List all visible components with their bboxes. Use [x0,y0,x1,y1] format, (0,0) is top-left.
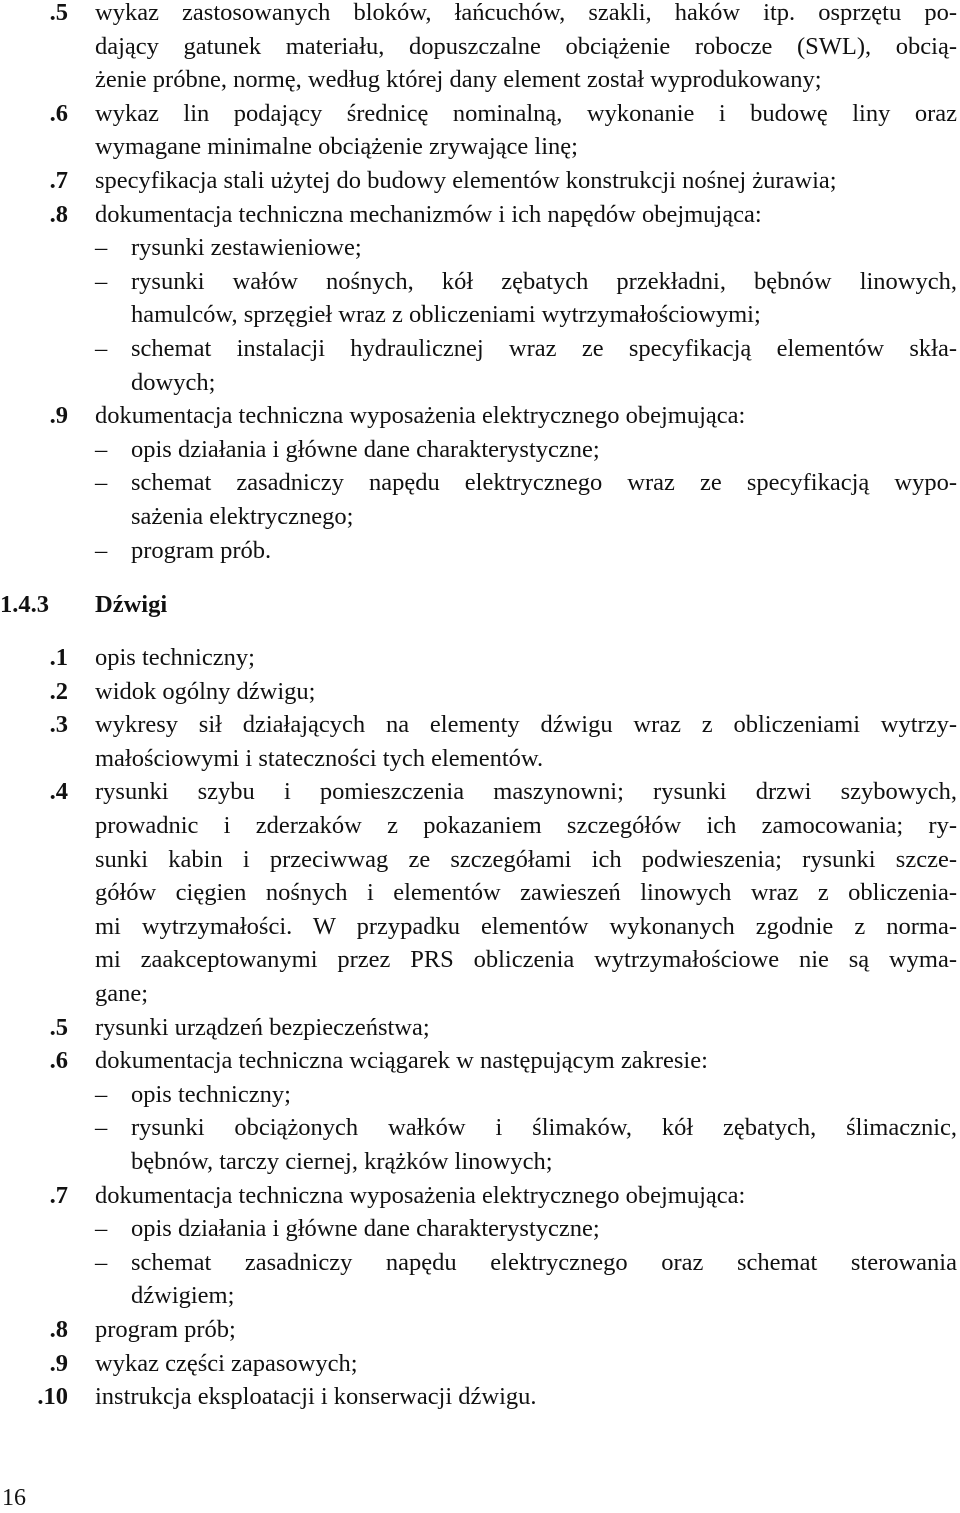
dash-item-line: bębnów, tarczy ciernej, krążków linowych; [131,1148,553,1175]
item-text-line: wykaz części zapasowych; [95,1349,358,1377]
dash-bullet: – [95,1114,108,1142]
dash-item-line: dowych; [131,368,216,396]
item-text-line: małościowymi i stateczności tych elementów. [95,744,544,772]
dash-bullet: – [95,536,108,564]
item-text-line: wykaz zastosowanych bloków, łańcuchów, szakli, haków itp. osprzętu po- [95,0,957,26]
item-number: .7 [49,1181,68,1209]
section-title: Dźwigi [95,591,168,618]
item-number: .8 [49,200,68,228]
item-text-line: dokumentacja techniczna mechanizmów i ich napędów obejmująca: [95,200,762,228]
item-text-line: instrukcja eksploatacji i konserwacji dźwigu. [95,1383,537,1411]
item-text-line: gane; [95,980,149,1007]
item-number: .4 [49,778,68,806]
dash-item-line: rysunki zestawieniowe; [131,234,362,262]
item-text-line: dokumentacja techniczna wyposażenia elektrycznego obejmująca: [95,402,746,430]
dash-item-line: hamulców, sprzęgieł wraz z obliczeniami wytrzymałościowymi; [131,301,761,329]
item-number: .10 [37,1383,68,1411]
item-text-line: opis techniczny; [95,644,255,671]
dash-item-line: schemat zasadniczy napędu elektrycznego oraz schemat sterowania [131,1248,957,1276]
item-text-line: mi zaakceptowanymi przez PRS obliczenia wytrzymałościowe nie są wyma- [95,946,957,974]
item-text-line: sunki kabin i przeciwwag ze szczegółami ich podwieszenia; rysunki szcze- [95,845,957,873]
item-number: .1 [49,644,68,671]
dash-item-line: schemat zasadniczy napędu elektrycznego wraz ze specyfikacją wypo- [131,469,957,497]
page-number: 16 [2,1485,26,1511]
item-text-line: żenie próbne, normę, według której dany element został wyprodukowany; [95,66,822,94]
item-number: .5 [49,0,68,26]
dash-bullet: – [95,1080,108,1108]
item-number: .9 [49,402,68,430]
dash-item-line: dźwigiem; [131,1282,235,1310]
item-number: .6 [49,1047,68,1075]
dash-item-line: opis techniczny; [131,1080,291,1108]
item-number: .7 [49,167,68,194]
dash-item-line: opis działania i główne dane charakterystyczne; [131,435,600,463]
dash-item-line: rysunki wałów nośnych, kół zębatych przekładni, bębnów linowych, [131,267,957,295]
item-text-line: rysunki szybu i pomieszczenia maszynowni; rysunki drzwi szybowych, [95,778,957,806]
item-text-line: program prób; [95,1316,236,1343]
item-text-line: wykaz lin podający średnicę nominalną, wykonanie i budowę liny oraz [95,99,957,127]
item-text-line: mi wytrzymałości. W przypadku elementów wykonanych zgodnie z norma- [95,912,957,940]
dash-bullet: – [95,469,108,497]
item-number: .6 [49,99,68,127]
item-number: .3 [49,711,68,739]
item-text-line: wykresy sił działających na elementy dźwigu wraz z obliczeniami wytrzy- [95,711,957,739]
item-text-line: dokumentacja techniczna wciągarek w następującym zakresie: [95,1047,708,1075]
item-text-line: widok ogólny dźwigu; [95,677,316,705]
dash-bullet: – [95,267,108,295]
item-text-line: rysunki urządzeń bezpieczeństwa; [95,1013,430,1041]
item-text-line: wymagane minimalne obciążenie zrywające linę; [95,133,578,161]
item-text-line: gółów cięgien nośnych i elementów zawieszeń linowych wraz z obliczenia- [95,879,957,907]
dash-item-line: program prób. [131,536,272,564]
item-text-line: prowadnic i zderzaków z pokazaniem szczegółów ich zamocowania; ry- [95,812,957,839]
dash-bullet: – [95,234,108,262]
dash-item-line: opis działania i główne dane charakterystyczne; [131,1215,600,1243]
section-number: 1.4.3 [0,591,49,618]
item-text-line: dokumentacja techniczna wyposażenia elektrycznego obejmująca: [95,1181,746,1209]
dash-item-line: sażenia elektrycznego; [131,503,354,530]
item-number: .8 [49,1316,68,1343]
dash-bullet: – [95,1248,108,1276]
item-number: .2 [49,677,68,705]
item-text-line: dający gatunek materiału, dopuszczalne obciążenie robocze (SWL), obcią- [95,32,957,60]
dash-bullet: – [95,335,108,362]
dash-bullet: – [95,435,108,463]
dash-item-line: rysunki obciążonych wałków i ślimaków, kół zębatych, ślimacznic, [131,1114,957,1142]
item-number: .9 [49,1349,68,1377]
dash-item-line: schemat instalacji hydraulicznej wraz ze specyfikacją elementów skła- [131,335,957,362]
dash-bullet: – [95,1215,108,1243]
item-number: .5 [49,1013,68,1041]
item-text-line: specyfikacja stali użytej do budowy elementów konstrukcji nośnej żurawia; [95,167,837,194]
